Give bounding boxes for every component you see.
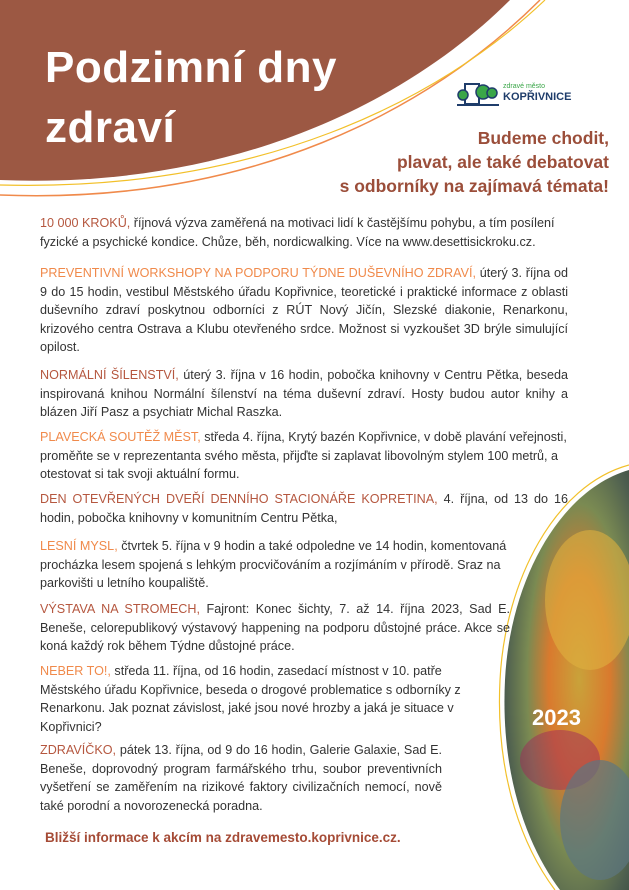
event-item [40, 600, 510, 656]
slogan-line: s odborníky na zajímavá témata! [339, 176, 609, 196]
event-name: NEBER TO!, [40, 664, 111, 678]
city-trees-icon [457, 80, 499, 106]
event-item [40, 537, 520, 593]
event-text: úterý 3. října v 16 hodin, pobočka knihovny v Centru Pětka, beseda inspirovaná knihou Normální šílenství na téma duševní zdraví. Hosty budou autor knihy a blázen Jiří Pasz a psychiatr Michal Raszka. [40, 368, 568, 419]
event-text: úterý 3. října od 9 do 15 hodin, vestibul Městského úřadu Kopřivnice, teoretické i praktické informace z oblasti duševního zdraví poskytnou odborníci z RÚT Nový Jičín, Slezské diakonie, Renarkonu, krizového centra Ostrava a Klubu otevřeného srdce. Možnost si vyzkoušet 3D brýle simulující opilost. [40, 266, 568, 354]
event-text: 4. října, od 13 do 16 hodin, pobočka knihovny v komunitním Centru Pětka, [40, 492, 569, 525]
event-name: LESNÍ MYSL, [40, 539, 118, 553]
logo [457, 80, 571, 106]
event-text: středa 11. října, od 16 hodin, zasedací místnost v 10. patře Městského úřadu Kopřivnice, beseda o drogové problematice s odborníky z Renarkonu. Jak poznat závislost, jaké jsou nové hrozby a jaká je situace v Kopřivnici? [40, 664, 461, 734]
event-text: Fajront: Konec šichty, 7. až 14. října 2023, Sad E. Beneše, celorepublikový výstavový happening na podporu důstojné práce. Akce se koná každý rok během Týdne důstojné práce. [40, 602, 511, 653]
event-name: ZDRAVÍČKO, [40, 743, 117, 757]
event-item [40, 741, 442, 815]
event-item [40, 214, 568, 251]
event-item [40, 662, 480, 736]
logo-small-text: zdravé město [503, 83, 546, 90]
event-text: čtvrtek 5. října v 9 hodin a také odpoledne ve 14 hodin, komentovaná procházka lesem spojená s lehkým procvičováním a rozjímáním v přírodě. Sraz na parkovišti u letního koupaliště. [40, 539, 507, 590]
logo-big-text: KOPŘIVNICE [503, 91, 572, 103]
autumn-leaves-image [499, 465, 629, 890]
slogan [340, 126, 609, 198]
title-line-2: zdraví [45, 103, 176, 152]
event-item [40, 366, 568, 422]
event-item [40, 490, 568, 527]
event-text: pátek 13. října, od 9 do 16 hodin, Galerie Galaxie, Sad E. Beneše, doprovodný program farmářského trhu, soubor preventivních vyšetření se zaměřením na rizikové faktory civilizačních nemocí, nově také porodní a novorozenecká poradna. [40, 743, 442, 813]
event-name: 10 000 KROKŮ, [40, 216, 131, 230]
event-name: PLAVECKÁ SOUTĚŽ MĚST, [40, 430, 201, 444]
title-line-1: Podzimní dny [45, 43, 337, 92]
event-name: PREVENTIVNÍ WORKSHOPY NA PODPORU TÝDNE DUŠEVNÍHO ZDRAVÍ, [40, 266, 477, 280]
event-text: středa 4. října, Krytý bazén Kopřivnice, v době plavání veřejnosti, proměňte se v reprezentanta svého města, přijďte si zaplavat libovolným stylem 100 metrů, a otestovat si tak svoji aktuální formu. [40, 430, 567, 481]
footer-info: Bližší informace k akcím na zdravemesto.koprivnice.cz. [45, 830, 401, 845]
slogan-line: plavat, ale také debatovat [396, 152, 609, 172]
event-name: NORMÁLNÍ ŠÍLENSTVÍ, [40, 368, 179, 382]
slogan-line: Budeme chodit, [477, 128, 609, 148]
event-name: VÝSTAVA NA STROMECH, [40, 602, 200, 616]
event-item [40, 428, 568, 484]
year-label: 2023 [532, 705, 581, 730]
event-item [40, 264, 568, 357]
event-text: říjnová výzva zaměřená na motivaci lidí k častějšímu pohybu, a tím posílení fyzické a psychické kondice. Chůze, běh, nordicwalking. Více na www.desettisickroku.cz. [40, 216, 555, 249]
event-name: DEN OTEVŘENÝCH DVEŘÍ DENNÍHO STACIONÁŘE KOPRETINA, [40, 492, 438, 506]
